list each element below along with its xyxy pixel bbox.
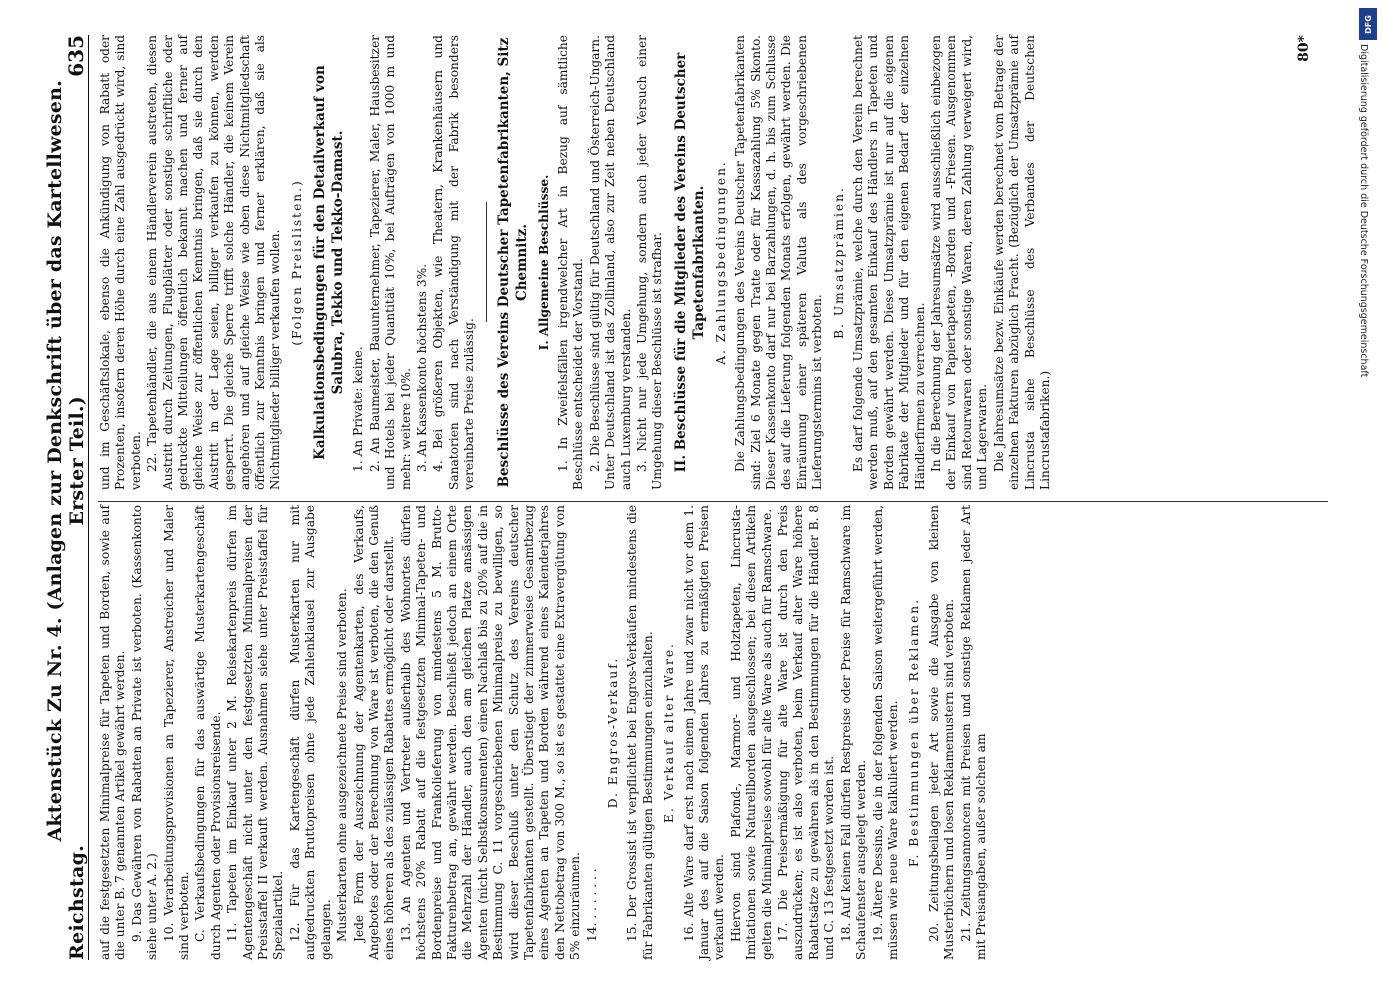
right-column-paragraph: Es darf folgende Umsatzprämie, welche durch den Verein berechnet werden muß, auf den gesamten Einkauf des Händlers in Tapeten und Borden gewährt werden. Diese Umsatzprämie ist nur auf die eigenen Fabrikate der Mitglieder und für den eigenen Bedarf der einzelnen Händlerfirmen zu verrechnen.: [851, 35, 927, 490]
right-column-paragraph: 3. An Kassenkonto höchstens 3%.: [414, 263, 429, 472]
right-column-paragraph: Die Zahlungsbedingungen des Vereins Deutscher Tapetenfabrikanten sind: Ziel 6 Monate gegen Tratte oder für Kassazahlung 5% Skonto. Dieser Kassenkonto darf nur bei Barzahlungen, d. h. bis zum Schlusse des auf die Lieferung folgenden Monats erfolgen, gewährt werden. Die Einräumung einer späteren Valuta als des vorgeschriebenen Lieferungstermins ist verboten.: [733, 35, 825, 490]
column-divider: [98, 501, 1328, 502]
dfg-logo: [1359, 8, 1377, 40]
left-column-paragraph: 19. Ältere Dessins, die in der folgenden Saison weitergeführt werden, müssen wie neue Ware kalkuliert werden.: [870, 505, 900, 960]
sheet-signature: 80*: [1296, 35, 1312, 62]
right-column-heading: (Folgen Preislisten.): [289, 179, 304, 346]
header-title: Aktenstück Zu Nr. 4. (Anlagen zur Denkschrift über das Kartellwesen. Erster Teil.): [44, 80, 88, 842]
page-number: 635: [64, 35, 88, 77]
left-column-paragraph: Musterkarten ohne ausgezeichnete Preise sind verboten.: [335, 588, 350, 942]
right-column-heading: Beschlüsse des Vereins Deutscher Tapetenfabrikanten, Sitz Chemnitz.: [495, 37, 530, 488]
left-column-paragraph: 21. Zeitungsannoncen mit Preisen und sonstige Reklamen jeder Art mit Preisangaben, außer solchen am: [958, 505, 988, 960]
left-column-paragraph: Hiervon sind Plafond-, Marmor- und Holztapeten, Lincrusta-Imitationen sowie Naturellborden ausgeschlossen; bei diesen Artikeln gelten die Minimalpreise sowohl für alte Ware als auch für Ramschware.: [728, 505, 774, 960]
left-column-paragraph: 20. Zeitungsbeilagen jeder Art sowie die Ausgabe von kleinen Musterbüchern und losen Reklamemustern sind verboten.: [926, 505, 957, 960]
left-column-paragraph: 9. Das Gewähren von Rabatten an Private ist verboten. (Kassenkonto siehe unter A. 2.): [129, 505, 160, 960]
left-column-paragraph: 13. An Agenten und Vertreter außerhalb des Wohnortes dürfen höchstens 20% Rabatt auf die festgesetzten Minimal-Tapeten- und Bordenpreise und Frankolieferung von mindestens 5 M. Brutto-Fakturenbetrag an, gewährt werden. Beschließt jedoch an einem Orte die Mehrzahl der Händler, auch den am gleichen Platze ansässigen Agenten (nicht Selbstkonsumenten) einen Nachlaß bis zu 20% auf die in Bestimmung C. 11 vorgeschriebenen Minimalpreise zu bewilligen, so wird dieser Beschluß unter den Schutz des Vereins deutscher Tapetenfabrikanten gestellt. Überstiegt der zimmerweise Gesamtbezug eines Agenten an Tapeten und Borden während eines Kalenderjahres den Nettobetrag von 300 M., so ist es gestattet eine Extravergütung von 5% einzuräumen.: [398, 505, 583, 960]
right-column-paragraph: und im Geschäftslokale, ebenso die Ankündigung von Rabatt oder Prozenten, insofern deren Höhe durch eine Zahl ausgedrückt wird, sind verboten.: [98, 35, 143, 490]
right-column-paragraph: 3. Nicht nur jede Umgehung, sondern auch jeder Versuch einer Umgehung dieser Beschlüsse ist strafbar.: [634, 35, 665, 490]
right-column-heading: II. Beschlüsse für die Mitglieder des Vereins Deutscher Tapetenfabrikanten.: [672, 52, 707, 473]
right-column-heading: A. Zahlungsbedingungen.: [713, 160, 728, 365]
left-column-heading: F. Bestimmungen über Reklamen.: [907, 597, 922, 868]
left-column-paragraph: 14. . . . . . . .: [584, 868, 599, 942]
left-column-heading: D. Engros-Verkauf.: [606, 656, 620, 809]
left-column-paragraph: 18. Auf keinen Fall dürfen Restpreise oder Preise für Ramschware im Schaufenster ausgelegt werden.: [838, 505, 869, 960]
right-column-paragraph: 2. An Baumeister, Bauunternehmer, Tapezierer, Maler, Hausbesitzer und Hotels bei jeder Quantität 10%, bei Aufträgen von 1000 m und mehr: weitere 10%.: [367, 35, 413, 490]
digitization-notice-text: Digitalisierung gefördert durch die Deutsche Forschungsgemeinschaft: [1358, 44, 1369, 378]
left-column-paragraph: 11. Tapeten im Einkauf unter 2 M. Reisekartenpreis dürfen im Agentengeschäft nicht unter den festgesetzten Minimalpreisen der Preisstaffel II verkauft werden. Ausnahmen siehe unter Preisstaffel für Spezialartikel.: [225, 505, 286, 960]
left-column-paragraph: Jede Form der Auszeichnung der Agentenkarten, des Verkaufs, Angebotes oder der Berechnung von Ware ist verboten, die den Genuß eines höheren als des zulässigen Rabattes ermöglicht oder darstellt.: [351, 505, 397, 960]
left-column-paragraph: auf die festgesetzten Minimalpreise für Tapeten und Borden, sowie auf die unter B. 7 genannten Artikel gewährt werden.: [98, 505, 128, 960]
left-column-paragraph: 15. Der Grossist ist verpflichtet bei Engros-Verkäufen mindestens die für Fabrikanten gültigen Bestimmungen einzuhalten.: [625, 505, 655, 960]
right-column-paragraph: 1. In Zweifelsfällen irgendwelcher Art in Bezug auf sämtliche Beschlüsse entscheidet der Vorstand.: [555, 35, 586, 490]
left-column-paragraph: 12. Für das Kartengeschäft dürfen Musterkarten nur mit aufgedruckten Bruttopreisen ohne jede Zahlenklausel zur Ausgabe gelangen.: [287, 505, 333, 960]
right-column-paragraph: Die Jahresumsätze bezw. Einkäufe werden berechnet vom Betrage der einzelnen Fakturen abzüglich Fracht. (Bezüglich der Umsatzprämie auf Lincrusta siehe Beschlüsse des Verbandes der Deutschen Lincrustafabriken.): [991, 35, 1052, 490]
right-column-paragraph: In die Berechnung der Jahresumsätze wird ausschließlich einbezogen der Einkauf von Papiertapeten, -Borden und -Friesen. Ausgenommen sind Retourwaren oder sonstige Waren, deren Zahlung verweigert wird, und Lagerwaren.: [929, 35, 990, 490]
dfg-logo-text: DFG: [1363, 14, 1373, 34]
left-column-paragraph: 17. Die Preisermäßigung für alte Ware ist durch den Preis auszudrücken; es ist also verboten, beim Verkauf alter Ware höhere Rabattsätze zu gewähren als in den Bestimmungen für die Händler B. 8 und C. 13 festgesetzt worden ist.: [776, 505, 837, 960]
right-column: [98, 35, 1054, 490]
right-column-paragraph: 1. An Private: keine.: [351, 346, 366, 472]
right-column-heading: I. Allgemeine Beschlüsse.: [536, 174, 551, 351]
left-column-paragraph: 10. Verarbeitungsprovisionen an Tapezierer, Anstreicher und Maler sind verboten.: [161, 505, 192, 960]
right-column-paragraph: 2. Die Beschlüsse sind gültig für Deutschland und Österreich-Ungarn. Unter Deutschland ist das Zollinland, also zur Zeit neben Deutschland auch Luxemburg verstanden.: [587, 35, 633, 490]
right-column-paragraph: 22. Tapetenhändler, die aus einem Händlerverein austreten, diesen Austritt durch Zeitungen, Flugblätter oder sonstige schriftliche oder gedruckte Mitteilungen öffentlich bekannt machen und ferner auf gleiche Weise zur öffentlichen Kenntnis bringen, daß sie durch den Austritt in der Lage seien, billiger verkaufen zu können, werden gesperrt. Die gleiche Sperre trifft solche Händler, die keinem Verein angehören und auf gleiche Weise wie oben diese Nichtmitgliedschaft öffentlich zur Kenntnis bringen und ferner erklären, daß sie als Nichtmitglieder billiger verkaufen wollen.: [145, 35, 283, 490]
right-column-paragraph: 4. Bei größeren Objekten, wie Theatern, Krankenhäusern und Sanatorien sind nach Verständigung mit der Fabrik besonders vereinbarte Preise zulässig.: [431, 35, 477, 490]
left-column: [98, 505, 990, 960]
section-rule: [486, 203, 487, 323]
right-column-heading: Kalkulationsbedingungen für den Detailverkauf von Salubra, Tekko und Tekko-Damast.: [312, 65, 347, 460]
right-column-heading: B. Umsatzprämien.: [831, 186, 846, 339]
running-header: [44, 35, 89, 960]
left-column-paragraph: C. Verkaufsbedingungen für das auswärtige Musterkartengeschäft durch Agenten oder Provisionsreisende.: [193, 505, 223, 960]
header-left: Reichstag.: [66, 844, 88, 960]
left-column-heading: E. Verkauf alter Ware.: [662, 642, 677, 823]
left-column-paragraph: 16. Alte Ware darf erst nach einem Jahre und zwar nicht vor dem 1. Januar des auf die Saison folgenden Jahres zu ermäßigten Preisen verkauft werden.: [681, 505, 727, 960]
